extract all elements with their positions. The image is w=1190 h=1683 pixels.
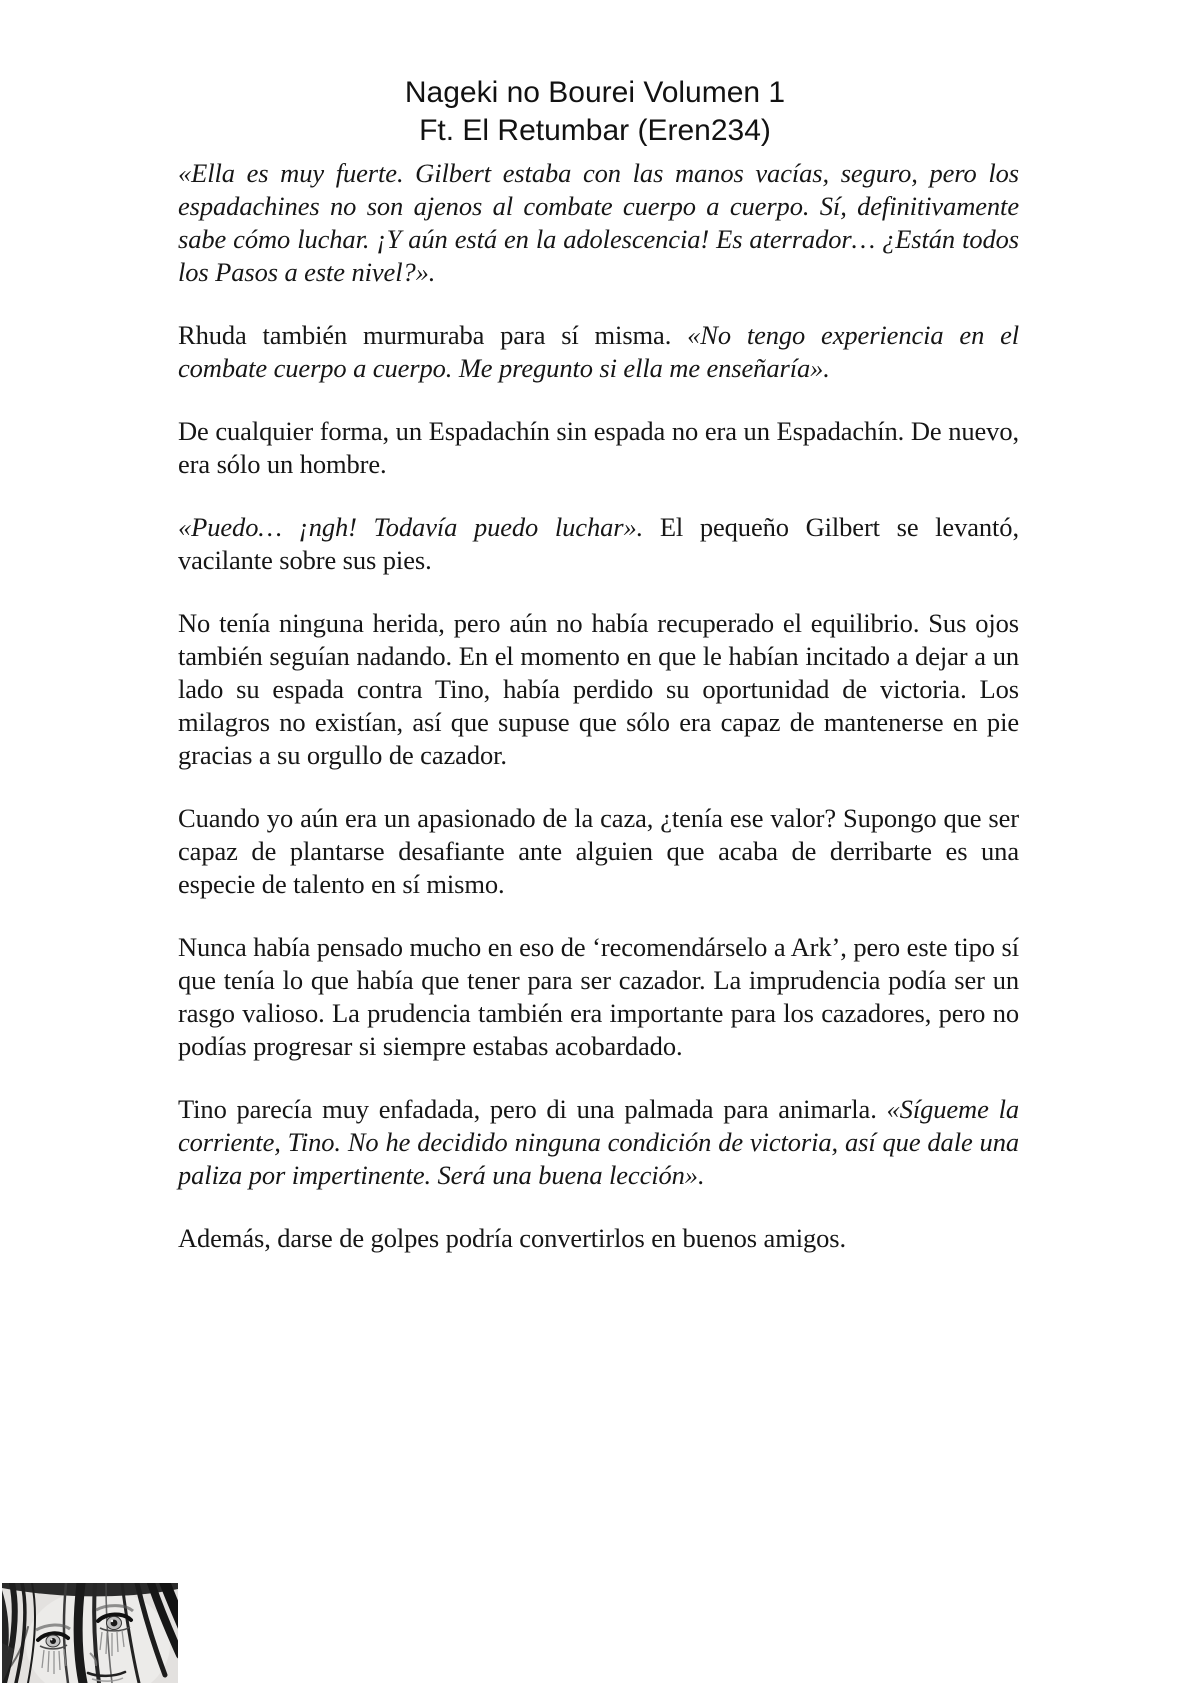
title-line-2: Ft. El Retumbar (Eren234) bbox=[419, 114, 771, 147]
paragraph bbox=[178, 511, 1019, 577]
document-body bbox=[178, 157, 1019, 1255]
manga-face-svg bbox=[2, 1583, 178, 1683]
paragraph bbox=[178, 415, 1019, 481]
manga-face-illustration bbox=[2, 1583, 178, 1683]
narration-segment: El pequeño Gilbert se levantó, vacilante sobre sus pies. bbox=[178, 512, 1019, 575]
narration-segment: Cuando yo aún era un apasionado de la caza, ¿tenía ese valor? Supongo que ser capaz de plantarse desafiante ante alguien que acaba de derribarte es una especie de talento en sí mismo. bbox=[178, 803, 1019, 899]
quote-segment: «Puedo… ¡ngh! Todavía puedo luchar». bbox=[178, 512, 660, 542]
paragraph bbox=[178, 1093, 1019, 1192]
title-line-1: Nageki no Bourei Volumen 1 bbox=[404, 76, 786, 109]
quote-segment: «No tengo experiencia en el combate cuerpo a cuerpo. Me pregunto si ella me enseñaría». bbox=[178, 320, 1019, 383]
paragraph bbox=[178, 802, 1019, 901]
paragraph bbox=[178, 1222, 1019, 1255]
paragraph bbox=[178, 931, 1019, 1063]
paragraph bbox=[178, 157, 1019, 289]
narration-segment: No tenía ninguna herida, pero aún no había recuperado el equilibrio. Sus ojos también seguían nadando. En el momento en que le habían incitado a dejar a un lado su espada contra Tino, había perdido su oportunidad de victoria. Los milagros no existían, así que supuse que sólo era capaz de mantenerse en pie gracias a su orgullo de cazador. bbox=[178, 608, 1019, 770]
quote-segment: «Sígueme la corriente, Tino. No he decidido ninguna condición de victoria, así que dale una paliza por impertinente. Será una buena lección». bbox=[178, 1094, 1019, 1190]
paragraph bbox=[178, 607, 1019, 772]
narration-segment: Rhuda también murmuraba para sí misma. bbox=[178, 320, 688, 350]
narration-segment: Tino parecía muy enfadada, pero di una palmada para animarla. bbox=[178, 1094, 887, 1124]
narration-segment: Además, darse de golpes podría convertirlos en buenos amigos. bbox=[178, 1223, 847, 1253]
document-title bbox=[0, 0, 1190, 150]
narration-segment: De cualquier forma, un Espadachín sin espada no era un Espadachín. De nuevo, era sólo un hombre. bbox=[178, 416, 1019, 479]
paragraph bbox=[178, 319, 1019, 385]
quote-segment: «Ella es muy fuerte. Gilbert estaba con las manos vacías, seguro, pero los espadachines no son ajenos al combate cuerpo a cuerpo. Sí, definitivamente sabe cómo luchar. ¡Y aún está en la adolescencia! Es aterrador… ¿Están todos los Pasos a este nivel?». bbox=[178, 158, 1019, 287]
narration-segment: Nunca había pensado mucho en eso de ‘recomendárselo a Ark’, pero este tipo sí que tenía lo que había que tener para ser cazador. La imprudencia podía ser un rasgo valioso. La prudencia también era importante para los cazadores, pero no podías progresar si siempre estabas acobardado. bbox=[178, 932, 1019, 1061]
